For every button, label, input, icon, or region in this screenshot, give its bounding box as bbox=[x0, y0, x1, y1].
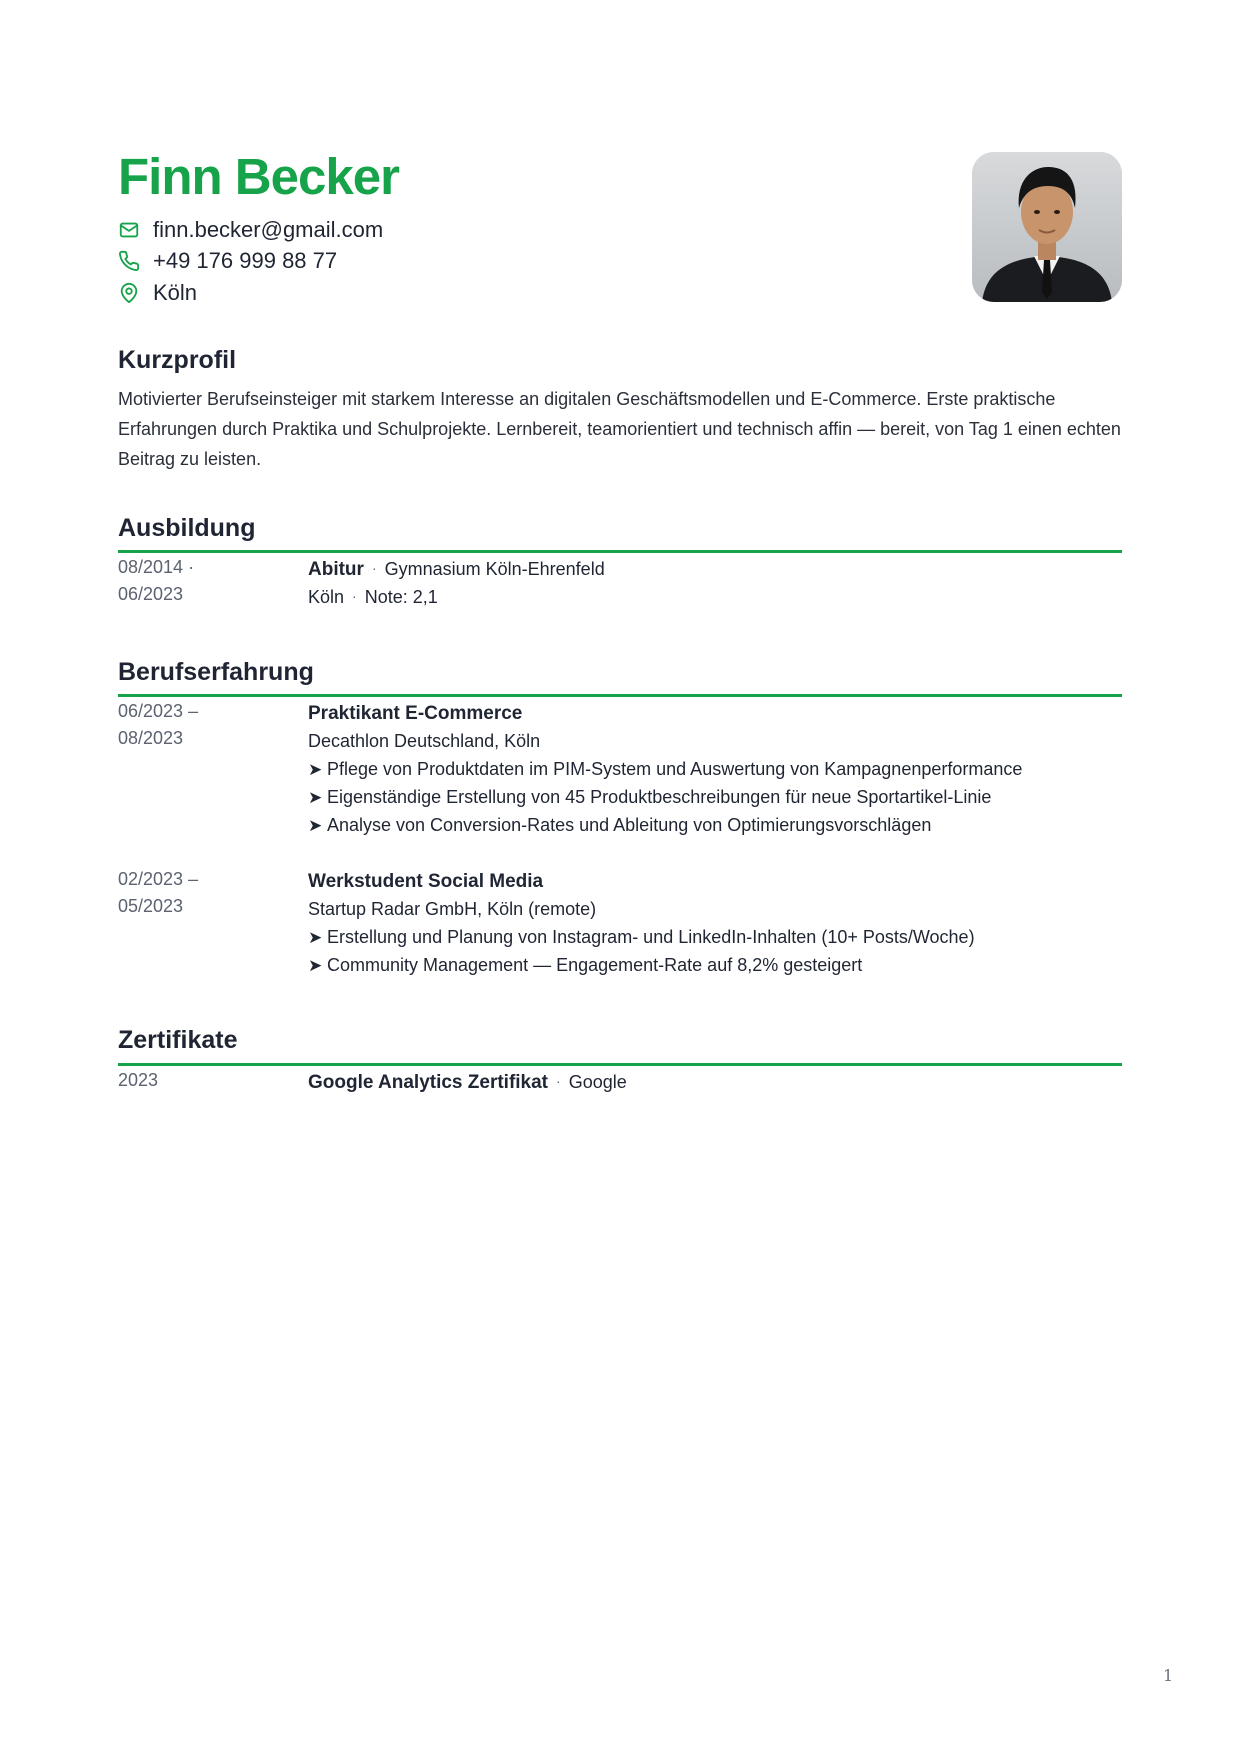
separator: · bbox=[352, 588, 357, 604]
contact-phone bbox=[118, 247, 337, 275]
experience-entry bbox=[308, 867, 1128, 979]
arrow-bullet-icon: ➤ bbox=[308, 760, 323, 779]
envelope-icon bbox=[118, 219, 140, 241]
certificate-entry bbox=[308, 1068, 1128, 1096]
map-pin-icon bbox=[118, 282, 140, 304]
phone-icon bbox=[118, 250, 140, 272]
profile-photo bbox=[972, 152, 1122, 302]
education-date bbox=[118, 554, 298, 608]
bullet-text: Community Management — Engagement-Rate auf 8,2% gesteigert bbox=[327, 955, 863, 975]
separator: · bbox=[371, 560, 377, 576]
arrow-bullet-icon: ➤ bbox=[308, 928, 323, 947]
list-item bbox=[308, 783, 1128, 811]
list-item bbox=[308, 755, 1128, 783]
arrow-bullet-icon: ➤ bbox=[308, 788, 323, 807]
experience-date bbox=[118, 866, 298, 920]
list-item bbox=[308, 811, 1128, 839]
certificate-date bbox=[118, 1067, 298, 1094]
grade: Note: 2,1 bbox=[364, 587, 438, 607]
institution: Gymnasium Köln-Ehrenfeld bbox=[384, 559, 605, 579]
comma: , bbox=[494, 731, 500, 751]
education-entry bbox=[308, 555, 1128, 611]
contact-location bbox=[118, 279, 197, 307]
list-item bbox=[308, 923, 1128, 951]
arrow-bullet-icon: ➤ bbox=[308, 816, 323, 835]
certificate-issuer: Google bbox=[568, 1072, 627, 1092]
date-end: 05/2023 bbox=[118, 896, 184, 916]
separator: · bbox=[556, 1073, 561, 1089]
contact-email bbox=[118, 216, 383, 244]
company: Startup Radar GmbH bbox=[308, 899, 478, 919]
experience-date bbox=[118, 698, 298, 752]
company: Decathlon Deutschland bbox=[308, 731, 495, 751]
section-divider bbox=[118, 694, 1122, 697]
bullet-text: Pflege von Produktdaten im PIM-System und Auswertung von Kampagnenperformance bbox=[327, 759, 1023, 779]
bullet-text: Analyse von Conversion-Rates und Ableitung von Optimierungsvorschlägen bbox=[327, 815, 932, 835]
section-divider bbox=[118, 550, 1122, 553]
comma: , bbox=[477, 899, 483, 919]
date-start: 08/2014 · bbox=[118, 557, 195, 577]
bullet-text: Erstellung und Planung von Instagram- und LinkedIn-Inhalten (10+ Posts/Woche) bbox=[327, 927, 975, 947]
experience-entry bbox=[308, 699, 1128, 839]
date-start: 2023 bbox=[118, 1070, 159, 1090]
summary-text: Motivierter Berufseinsteiger mit starkem Interesse an digitalen Geschäftsmodellen und E-Commerce. Erste praktische Erfahrungen durch Praktika und Schulprojekte. Lernbereit, teamorientiert und technisch affin — bereit, von Tag 1 einen echten Beitrag zu leisten. bbox=[118, 389, 1121, 469]
date-start: 06/2023 – bbox=[118, 701, 199, 721]
date-start: 02/2023 – bbox=[118, 869, 199, 889]
location-text: Köln bbox=[153, 280, 198, 305]
list-item bbox=[308, 951, 1128, 979]
bullet-text: Eigenständige Erstellung von 45 Produktbeschreibungen für neue Sportartikel-Linie bbox=[327, 787, 992, 807]
section-title-education: Ausbildung bbox=[118, 514, 256, 542]
candidate-name: Finn Becker bbox=[118, 148, 399, 205]
section-title-certificates: Zertifikate bbox=[118, 1026, 238, 1054]
job-location: Köln bbox=[504, 731, 541, 751]
job-location: Köln (remote) bbox=[487, 899, 597, 919]
email-text[interactable]: finn.becker@gmail.com bbox=[153, 217, 384, 242]
section-divider bbox=[118, 1063, 1122, 1066]
certificate-name: Google Analytics Zertifikat bbox=[308, 1072, 549, 1093]
arrow-bullet-icon: ➤ bbox=[308, 956, 323, 975]
job-title: Werkstudent Social Media bbox=[308, 871, 544, 892]
job-title: Praktikant E-Commerce bbox=[308, 703, 523, 724]
section-title-summary: Kurzprofil bbox=[118, 346, 237, 374]
date-end: 08/2023 bbox=[118, 728, 184, 748]
date-end: 06/2023 bbox=[118, 584, 184, 604]
phone-text[interactable]: +49 176 999 88 77 bbox=[153, 248, 338, 273]
page-number: 1 bbox=[1163, 1666, 1174, 1685]
section-title-experience: Berufserfahrung bbox=[118, 658, 314, 686]
degree: Abitur bbox=[308, 559, 364, 580]
education-location: Köln bbox=[308, 587, 345, 607]
